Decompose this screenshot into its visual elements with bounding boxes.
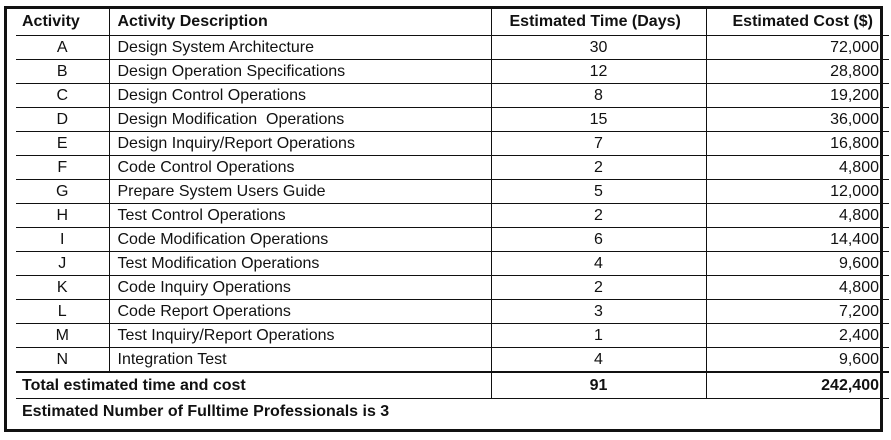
cell-cost: 14,400	[706, 228, 889, 252]
footer-row	[16, 399, 889, 426]
table-row	[16, 156, 889, 180]
cell-description: Design Inquiry/Report Operations	[109, 132, 491, 156]
table-row	[16, 180, 889, 204]
cell-cost: 28,800	[706, 60, 889, 84]
cell-time: 30	[491, 36, 706, 60]
table-row	[16, 204, 889, 228]
cell-description: Code Control Operations	[109, 156, 491, 180]
cell-description: Test Modification Operations	[109, 252, 491, 276]
cell-time: 4	[491, 252, 706, 276]
cell-time: 7	[491, 132, 706, 156]
table-row	[16, 228, 889, 252]
table-body	[16, 36, 889, 426]
cell-time: 5	[491, 180, 706, 204]
cell-description: Integration Test	[109, 348, 491, 373]
table-row	[16, 36, 889, 60]
cell-cost: 4,800	[706, 276, 889, 300]
cell-time: 12	[491, 60, 706, 84]
header-activity: Activity	[16, 9, 109, 36]
table-row	[16, 108, 889, 132]
cell-time: 2	[491, 204, 706, 228]
activity-estimate-table	[16, 9, 889, 425]
table-row	[16, 300, 889, 324]
cell-cost: 12,000	[706, 180, 889, 204]
cell-time: 6	[491, 228, 706, 252]
table-row	[16, 60, 889, 84]
cell-description: Design Modification Operations	[109, 108, 491, 132]
cell-activity: L	[16, 300, 109, 324]
cell-cost: 9,600	[706, 252, 889, 276]
total-row	[16, 372, 889, 399]
cell-description: Design Operation Specifications	[109, 60, 491, 84]
total-label: Total estimated time and cost	[16, 372, 491, 399]
table-header-row	[16, 9, 889, 36]
cell-activity: A	[16, 36, 109, 60]
cell-time: 3	[491, 300, 706, 324]
cell-activity: G	[16, 180, 109, 204]
cell-cost: 9,600	[706, 348, 889, 373]
cell-activity: J	[16, 252, 109, 276]
cell-description: Code Modification Operations	[109, 228, 491, 252]
cell-activity: N	[16, 348, 109, 373]
cell-activity: I	[16, 228, 109, 252]
cell-description: Design System Architecture	[109, 36, 491, 60]
table-row	[16, 132, 889, 156]
cell-time: 8	[491, 84, 706, 108]
cell-cost: 4,800	[706, 156, 889, 180]
table-row	[16, 84, 889, 108]
cell-description: Test Inquiry/Report Operations	[109, 324, 491, 348]
cell-time: 4	[491, 348, 706, 373]
header-activity-description: Activity Description	[109, 9, 491, 36]
cell-description: Code Inquiry Operations	[109, 276, 491, 300]
cell-description: Prepare System Users Guide	[109, 180, 491, 204]
cell-cost: 4,800	[706, 204, 889, 228]
fulltime-professionals-note: Estimated Number of Fulltime Professionals is 3	[16, 399, 889, 426]
cell-activity: D	[16, 108, 109, 132]
table-row	[16, 252, 889, 276]
cell-activity: C	[16, 84, 109, 108]
cell-time: 2	[491, 276, 706, 300]
cell-time: 15	[491, 108, 706, 132]
header-estimated-time: Estimated Time (Days)	[491, 9, 706, 36]
table-row	[16, 348, 889, 373]
cell-description: Test Control Operations	[109, 204, 491, 228]
cell-cost: 7,200	[706, 300, 889, 324]
cell-cost: 2,400	[706, 324, 889, 348]
cell-cost: 16,800	[706, 132, 889, 156]
cell-cost: 72,000	[706, 36, 889, 60]
cell-activity: K	[16, 276, 109, 300]
table-row	[16, 276, 889, 300]
cell-activity: M	[16, 324, 109, 348]
activity-table-frame	[4, 6, 883, 432]
cell-activity: F	[16, 156, 109, 180]
total-time: 91	[491, 372, 706, 399]
cell-activity: H	[16, 204, 109, 228]
total-cost: 242,400	[706, 372, 889, 399]
table-row	[16, 324, 889, 348]
cell-activity: E	[16, 132, 109, 156]
cell-description: Code Report Operations	[109, 300, 491, 324]
cell-activity: B	[16, 60, 109, 84]
cell-cost: 36,000	[706, 108, 889, 132]
cell-description: Design Control Operations	[109, 84, 491, 108]
cell-cost: 19,200	[706, 84, 889, 108]
cell-time: 2	[491, 156, 706, 180]
header-estimated-cost: Estimated Cost ($)	[706, 9, 889, 36]
cell-time: 1	[491, 324, 706, 348]
